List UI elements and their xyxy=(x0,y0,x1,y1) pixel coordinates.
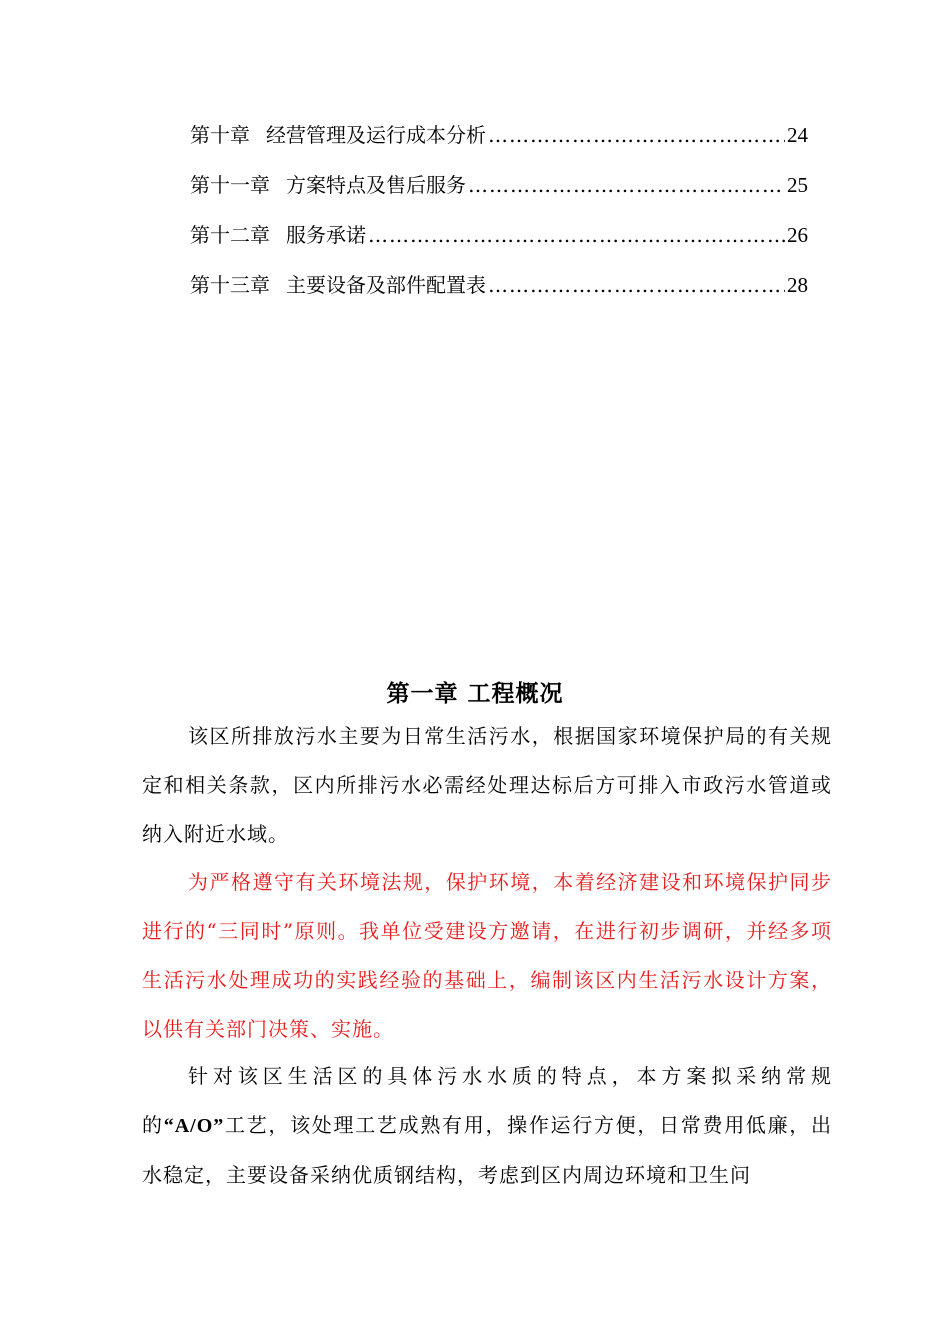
toc-chapter-number: 第十一章 xyxy=(190,173,270,197)
process-name-ao: “A/O” xyxy=(163,1115,225,1137)
toc-leader-dots xyxy=(488,118,785,152)
paragraph-process-selection xyxy=(142,1052,832,1200)
toc-page-number: 28 xyxy=(787,273,808,297)
table-of-contents xyxy=(190,118,808,318)
toc-page-number: 25 xyxy=(787,173,808,197)
toc-entry-chapter-13[interactable] xyxy=(190,268,808,318)
paragraph-text-before: 针对该区生活区的具体污水水质的特点，本方案拟采纳常规的 xyxy=(142,1064,832,1137)
toc-leader-dots xyxy=(488,268,785,302)
toc-chapter-title: 服务承诺 xyxy=(286,223,366,247)
toc-leader-dots xyxy=(468,168,785,202)
toc-chapter-number: 第十三章 xyxy=(190,273,270,297)
toc-entry-chapter-10[interactable] xyxy=(190,118,808,168)
toc-chapter-title: 经营管理及运行成本分析 xyxy=(266,123,486,147)
paragraph-compliance-highlight: 为严格遵守有关环境法规，保护环境，本着经济建设和环境保护同步进行的“三同时”原则。我单位受建设方邀请，在进行初步调研，并经多项生活污水处理成功的实践经验的基础上，编制该区内生活污水设计方案，以供有关部门决策、实施。 xyxy=(142,870,832,1041)
paragraph-overview: 该区所排放污水主要为日常生活污水，根据国家环境保护局的有关规定和相关条款，区内所排污水必需经处理达标后方可排入市政污水管道或纳入附近水域。 xyxy=(142,724,832,846)
toc-page-number: 24 xyxy=(787,123,808,147)
toc-chapter-number: 第十章 xyxy=(190,123,250,147)
toc-chapter-title: 主要设备及部件配置表 xyxy=(286,273,486,297)
toc-leader-dots xyxy=(368,218,785,252)
toc-page-number: 26 xyxy=(787,223,808,247)
toc-chapter-number: 第十二章 xyxy=(190,223,270,247)
toc-entry-chapter-11[interactable] xyxy=(190,168,808,218)
paragraph-text-after: 工艺，该处理工艺成熟有用，操作运行方便，日常费用低廉，出水稳定，主要设备采纳优质钢结构，考虑到区内周边环境和卫生问 xyxy=(142,1113,833,1187)
chapter-heading: 第一章 工程概况 xyxy=(386,680,564,707)
toc-chapter-title: 方案特点及售后服务 xyxy=(286,173,466,197)
toc-entry-chapter-12[interactable] xyxy=(190,218,808,268)
